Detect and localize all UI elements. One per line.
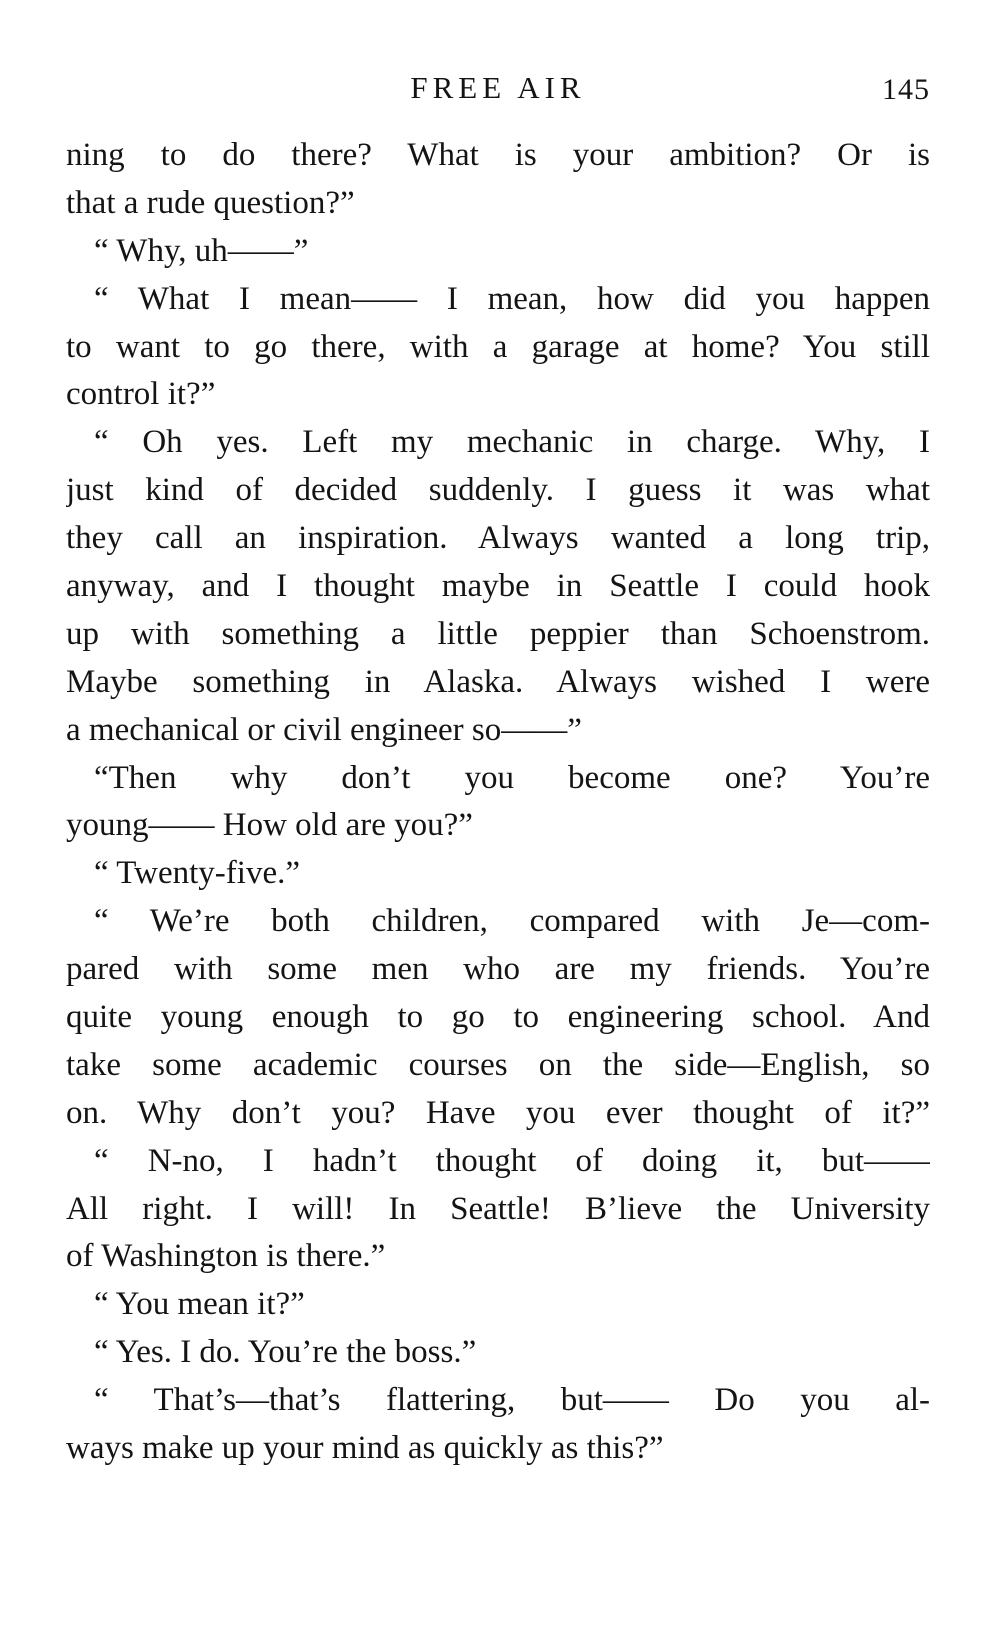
text-line: “ We’re both children, compared with Je—com-	[94, 903, 930, 940]
text-line: a mechanical or civil engineer so——”	[66, 711, 582, 748]
text-line: “ What I mean—— I mean, how did you happen	[94, 280, 930, 317]
running-head	[66, 68, 930, 108]
text-line: “ Twenty-five.”	[94, 855, 300, 892]
text-line: quite young enough to go to engineering school. And	[66, 999, 930, 1036]
text-line: anyway, and I thought maybe in Seattle I could hook	[66, 568, 930, 605]
text-line: control it?”	[66, 376, 216, 413]
page-number: 145	[882, 73, 930, 106]
text-line: ning to do there? What is your ambition? Or is	[66, 137, 930, 173]
text-line: take some academic courses on the side—English, so	[66, 1046, 930, 1083]
text-line: up with something a little peppier than Schoenstrom.	[66, 615, 930, 652]
text-line: “Then why don’t you become one? You’re	[94, 759, 930, 796]
text-line: pared with some men who are my friends. You’re	[66, 951, 930, 988]
text-line: “ Oh yes. Left my mechanic in charge. Why, I	[94, 424, 930, 461]
text-line: “ Yes. I do. You’re the boss.”	[94, 1334, 477, 1371]
text-line: ways make up your mind as quickly as this?”	[66, 1430, 664, 1467]
body-text	[66, 132, 930, 1473]
text-line: “ You mean it?”	[94, 1286, 305, 1323]
text-line: All right. I will! In Seattle! B’lieve the University	[66, 1190, 930, 1227]
text-line: they call an inspiration. Always wanted a long trip,	[66, 520, 930, 557]
text-line: that a rude question?”	[66, 184, 355, 221]
text-line: to want to go there, with a garage at home? You still	[66, 328, 930, 365]
text-line: “ That’s—that’s flattering, but—— Do you al-	[94, 1382, 930, 1419]
text-line: young—— How old are you?”	[66, 807, 473, 844]
text-line: just kind of decided suddenly. I guess it was what	[66, 472, 930, 509]
text-line: of Washington is there.”	[66, 1238, 386, 1275]
text-line: on. Why don’t you? Have you ever thought of it?”	[66, 1094, 930, 1131]
text-line: Maybe something in Alaska. Always wished I were	[66, 663, 930, 700]
text-line: “ Why, uh——”	[94, 232, 309, 269]
running-head-title: FREE AIR	[410, 70, 586, 105]
text-line: “ N-no, I hadn’t thought of doing it, but——	[94, 1142, 930, 1179]
